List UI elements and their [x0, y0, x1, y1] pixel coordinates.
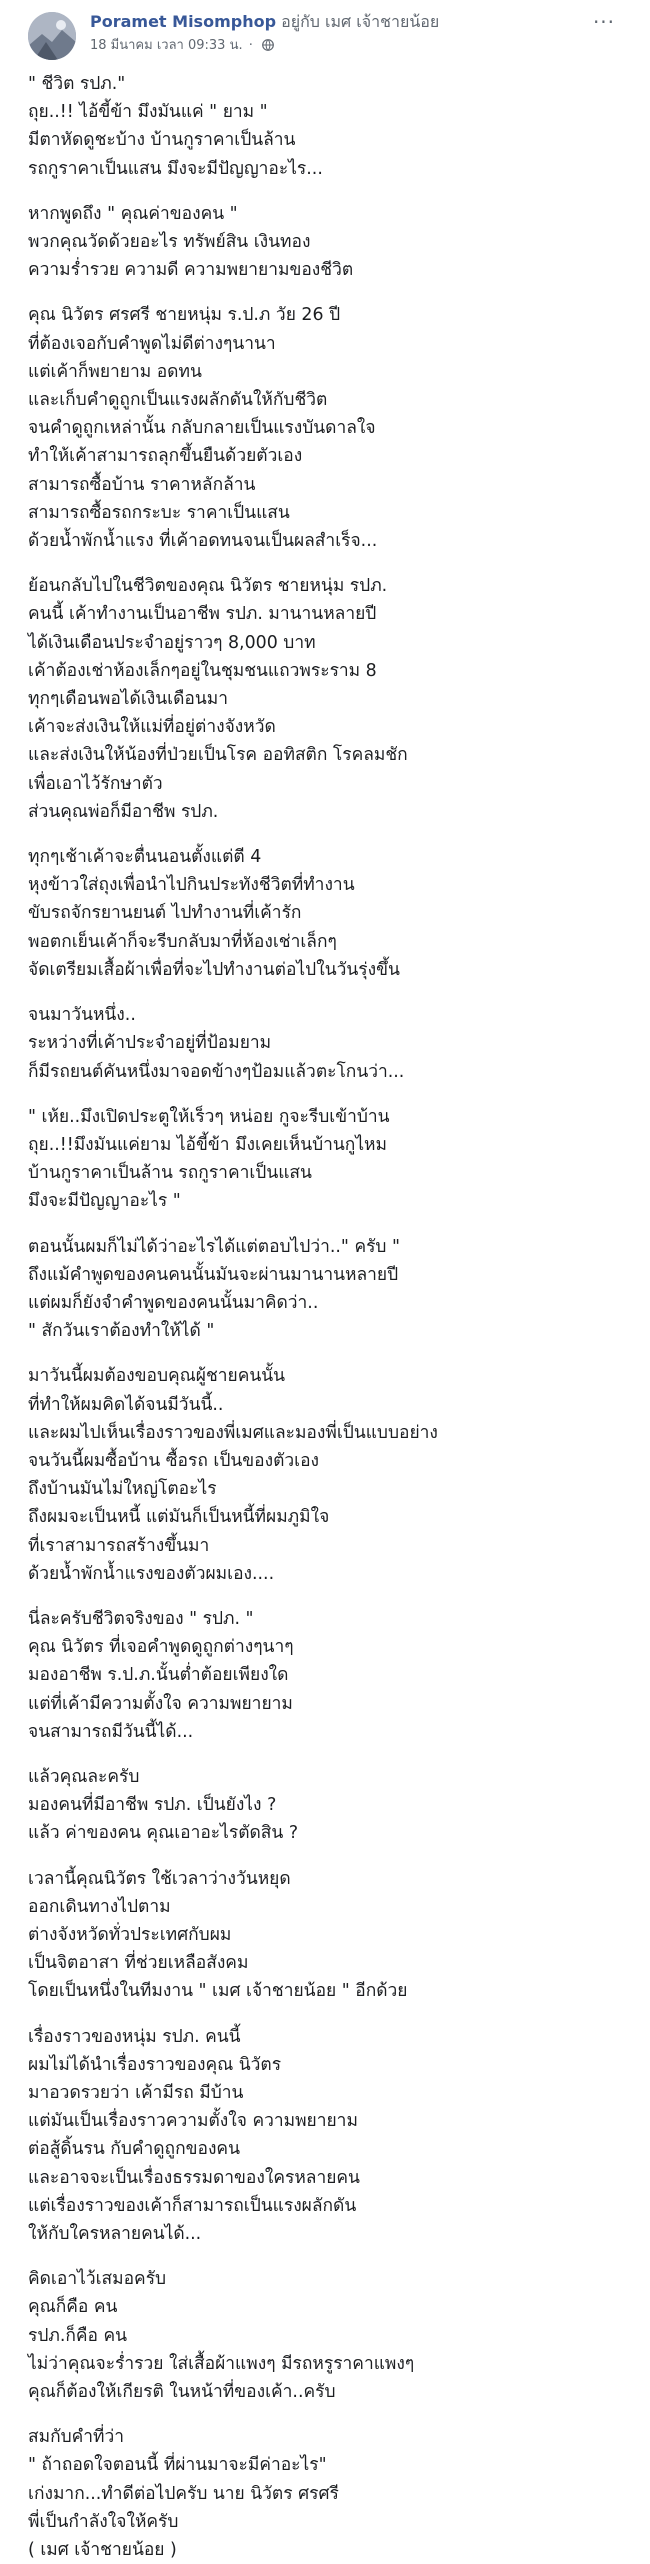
post-paragraph	[28, 1001, 632, 1086]
post-text-line: แต่มันเป็นเรื่องราวความตั้งใจ ความพยายาม	[28, 2111, 358, 2132]
post-text-line: ส่วนคุณพ่อก็มีอาชีพ รปภ.	[28, 801, 219, 822]
post-paragraph	[28, 1362, 632, 1588]
post-body	[18, 70, 632, 2564]
post-paragraph	[28, 843, 632, 984]
post-text-line: หากพูดถึง " คุณค่าของคน "	[28, 203, 238, 224]
post-text-line: แต่เรื่องราวของเค้าก็สามารถเป็นแรงผลักดัน	[28, 2195, 357, 2216]
author-avatar[interactable]	[28, 12, 76, 60]
post-meta	[90, 38, 274, 56]
post-text-line: นี่ละครับชีวิตจริงของ " รปภ. "	[28, 1608, 254, 1629]
post-text-line: รปภ.ก็คือ คน	[28, 2325, 128, 2346]
post-text-line: ที่เราสามารถสร้างขึ้นมา	[28, 1535, 210, 1556]
post-text-line: ทุกๆเดือนพอได้เงินเดือนมา	[28, 689, 228, 710]
post-text-line: มองอาชีพ ร.ป.ภ.นั้นต่ำต้อยเพียงใด	[28, 1665, 289, 1686]
post-paragraph	[28, 572, 632, 826]
post-text-line: คนนี้ เค้าทำงานเป็นอาชีพ รปภ. มานานหลายปี	[28, 604, 377, 625]
post-paragraph	[28, 1103, 632, 1216]
post-text-line: มาวันนี้ผมต้องขอบคุณผู้ชายคนนั้น	[28, 1366, 286, 1387]
post-header	[18, 0, 632, 70]
post-text-line: พวกคุณวัดด้วยอะไร ทรัพย์สิน เงินทอง	[28, 232, 311, 253]
post-text-line: แต่เค้าก็พยายาม อดทน	[28, 361, 202, 382]
post-text-line: ถึงบ้านมันไม่ใหญ่โตอะไร	[28, 1479, 217, 1500]
post-paragraph	[28, 1605, 632, 1746]
post-text-line: ไม่ว่าคุณจะร่ำรวย ใส่เสื้อผ้าแพงๆ มีรถหรูราคาแพงๆ	[28, 2353, 415, 2374]
post-text-line: ( เมศ เจ้าชายน้อย )	[28, 2540, 177, 2561]
avatar-image	[28, 12, 76, 60]
post-text-line: และเก็บคำดูถูกเป็นแรงผลักดันให้กับชีวิต	[28, 390, 328, 411]
post-text-line: แล้ว ค่าของคน คุณเอาอะไรตัดสิน ?	[28, 1823, 299, 1844]
post-text-line: คุณก็คือ คน	[28, 2297, 118, 2318]
post-text-line: โดยเป็นหนึ่งในทีมงาน " เมศ เจ้าชายน้อย " อีกด้วย	[28, 1981, 408, 2002]
post-text-line: สามารถซื้อบ้าน ราคาหลักล้าน	[28, 474, 256, 495]
post-text-line: ถึงแม้คำพูดของคนคนนั้นมันจะผ่านมานานหลายปี	[28, 1264, 399, 1285]
post-text-line: สามารถซื้อรถกระบะ ราคาเป็นแสน	[28, 502, 290, 523]
post-text-line: เพื่อเอาไว้รักษาตัว	[28, 773, 163, 794]
post-text-line: ออกเดินทางไปตาม	[28, 1896, 171, 1917]
post-text-line: แล้วคุณละครับ	[28, 1766, 140, 1787]
post-text-line: คุณ นิวัตร ที่เจอคำพูดดูถูกต่างๆนาๆ	[28, 1637, 294, 1658]
post-text-line: ผมไม่ได้นำเรื่องราวของคุณ นิวัตร	[28, 2054, 282, 2075]
post-text-line: " เห้ย..มึงเปิดประตูให้เร็วๆ หน่อย กูจะรีบเข้าบ้าน	[28, 1106, 390, 1127]
post-paragraph	[28, 70, 632, 183]
post-text-line: ก็มีรถยนต์คันหนึ่งมาจอดข้างๆป้อมแล้วตะโกนว่า...	[28, 1061, 405, 1082]
post-text-line: " ชีวิต รปภ."	[28, 74, 126, 94]
post-text-line: รถกูราคาเป็นแสน มึงจะมีปัญญาอะไร...	[28, 158, 323, 179]
post-text-line: จนวันนี้ผมซื้อบ้าน ซื้อรถ เป็นของตัวเอง	[28, 1450, 320, 1471]
post-text-line: ขับรถจักรยานยนต์ ไปทำงานที่เค้ารัก	[28, 903, 302, 924]
post-text-line: คุณก็ต้องให้เกียรติ ในหน้าที่ของเค้า..ครับ	[28, 2382, 336, 2403]
post-text-line: พอตกเย็นเค้าก็จะรีบกลับมาที่ห้องเช่าเล็กๆ	[28, 931, 337, 952]
post-text-line: แต่ที่เค้ามีความตั้งใจ ความพยายาม	[28, 1693, 293, 1714]
post-text-line: เรื่องราวของหนุ่ม รปภ. คนนี้	[28, 2026, 241, 2047]
post-text-line: ให้กับใครหลายคนได้...	[28, 2224, 202, 2245]
post-text-line: ถุย..!! ไอ้ขี้ข้า มึงมันแค่ " ยาม "	[28, 102, 268, 123]
post-paragraph	[28, 301, 632, 555]
post-text-line: ที่ทำให้ผมคิดได้จนมีวันนี้..	[28, 1394, 224, 1415]
post-text-line: ทุกๆเช้าเค้าจะตื่นนอนตั้งแต่ตี 4	[28, 847, 262, 868]
post-text-line: จัดเตรียมเสื้อผ้าเพื่อที่จะไปทำงานต่อไปในวันรุ่งขึ้น	[28, 959, 400, 980]
post-text-line: มึงจะมีปัญญาอะไร "	[28, 1191, 181, 1212]
post-text-line: ทำให้เค้าสามารถลุกขึ้นยืนด้วยตัวเอง	[28, 446, 303, 467]
meta-separator: ·	[248, 38, 253, 53]
post-text-line: คุณ นิวัตร ศรศรี ชายหนุ่ม ร.ป.ภ วัย 26 ปี	[28, 305, 341, 326]
post-text-line: ต่อสู้ดิ้นรน กับคำดูถูกของคน	[28, 2139, 240, 2160]
globe-icon[interactable]	[262, 39, 274, 56]
post-text-line: หุงข้าวใส่ถุงเพื่อนำไปกินประทังชีวิตที่ทำงาน	[28, 875, 355, 896]
author-line	[90, 12, 439, 32]
post-text-line: " ถ้าถอดใจตอนนี้ ที่ผ่านมาจะมีค่าอะไร"	[28, 2455, 327, 2476]
post-timestamp[interactable]: 18 มีนาคม เวลา 09:33 น.	[90, 38, 243, 53]
post-paragraph	[28, 1763, 632, 1848]
post-text-line: ได้เงินเดือนประจำอยู่ราวๆ 8,000 บาท	[28, 632, 316, 653]
post-text-line: " สักวันเราต้องทำให้ได้ "	[28, 1321, 215, 1342]
post-text-line: คิดเอาไว้เสมอครับ	[28, 2269, 167, 2290]
post-text-line: เป็นจิตอาสา ที่ช่วยเหลือสังคม	[28, 1953, 249, 1974]
post-text-line: ความร่ำรวย ความดี ความพยายามของชีวิต	[28, 260, 354, 281]
post-paragraph	[28, 2423, 632, 2564]
post-text-line: ระหว่างที่เค้าประจำอยู่ที่ป้อมยาม	[28, 1033, 272, 1054]
post-text-line: ตอนนั้นผมก็ไม่ได้ว่าอะไรได้แต่ตอบไปว่า.." ครับ "	[28, 1236, 400, 1257]
post-text-line: เค้าต้องเช่าห้องเล็กๆอยู่ในชุมชนแถวพระราม 8	[28, 660, 377, 681]
post-text-line: มาอวดรวยว่า เค้ามีรถ มีบ้าน	[28, 2083, 244, 2103]
post-text-line: ต่างจังหวัดทั่วประเทศกับผม	[28, 1924, 232, 1945]
post-text-line: เก่งมาก...ทำดีต่อไปครับ นาย นิวัตร ศรศรี	[28, 2483, 339, 2504]
post-text-line: จนคำดูถูกเหล่านั้น กลับกลายเป็นแรงบันดาลใจ	[28, 418, 376, 439]
post-text-line: จนมาวันหนึ่ง..	[28, 1005, 136, 1026]
post-text-line: พี่เป็นกำลังใจให้ครับ	[28, 2511, 179, 2532]
post-text-line: แต่ผมก็ยังจำคำพูดของคนนั้นมาคิดว่า..	[28, 1292, 319, 1313]
post-paragraph	[28, 1865, 632, 2006]
post-text-line: และส่งเงินให้น้องที่ป่วยเป็นโรค ออทิสติก โรคลมชัก	[28, 745, 408, 766]
more-options-icon: ···	[592, 10, 616, 34]
post-text-line: และอาจจะเป็นเรื่องธรรมดาของใครหลายคน	[28, 2167, 360, 2188]
post-text-line: และผมไปเห็นเรื่องราวของพี่เมศและมองพี่เป็นแบบอย่าง	[28, 1422, 438, 1443]
post-text-line: เค้าจะส่งเงินให้แม่ที่อยู่ต่างจังหวัด	[28, 717, 276, 738]
post-paragraph	[28, 1233, 632, 1346]
author-name-link[interactable]: Poramet Misomphop	[90, 12, 277, 31]
post-text-line: ถุย..!!มึงมันแค่ยาม ไอ้ขี้ข้า มึงเคยเห็นบ้านกูไหม	[28, 1134, 387, 1155]
post-text-line: ด้วยน้ำพักน้ำแรง ที่เค้าอดทนจนเป็นผลสำเร็จ...	[28, 531, 378, 552]
post-text-line: ด้วยน้ำพักน้ำแรงของตัวผมเอง....	[28, 1563, 275, 1584]
post-text-line: ย้อนกลับไปในชีวิตของคุณ นิวัตร ชายหนุ่ม รปภ.	[28, 576, 388, 597]
post-paragraph	[28, 2023, 632, 2249]
more-options-button[interactable]	[590, 10, 618, 34]
post-text-line: มองคนที่มีอาชีพ รปภ. เป็นยังไง ?	[28, 1795, 277, 1816]
post-text-line: เวลานี้คุณนิวัตร ใช้เวลาว่างวันหยุด	[28, 1868, 291, 1889]
post-paragraph	[28, 200, 632, 285]
post-text-line: ถึงผมจะเป็นหนี้ แต่มันก็เป็นหนี้ที่ผมภูมิใจ	[28, 1507, 330, 1528]
post-text-line: สมกับคำที่ว่า	[28, 2427, 125, 2448]
checkin-text[interactable]: อยู่กับ เมศ เจ้าชายน้อย	[281, 12, 440, 31]
post-text-line: บ้านกูราคาเป็นล้าน รถกูราคาเป็นแสน	[28, 1163, 312, 1184]
post-text-line: มีตาหัดดูชะบ้าง บ้านกูราคาเป็นล้าน	[28, 130, 296, 151]
post-text-line: ที่ต้องเจอกับคำพูดไม่ดีต่างๆนานา	[28, 333, 276, 354]
post-text-line: จนสามารถมีวันนี้ได้...	[28, 1721, 194, 1742]
post-paragraph	[28, 2265, 632, 2406]
